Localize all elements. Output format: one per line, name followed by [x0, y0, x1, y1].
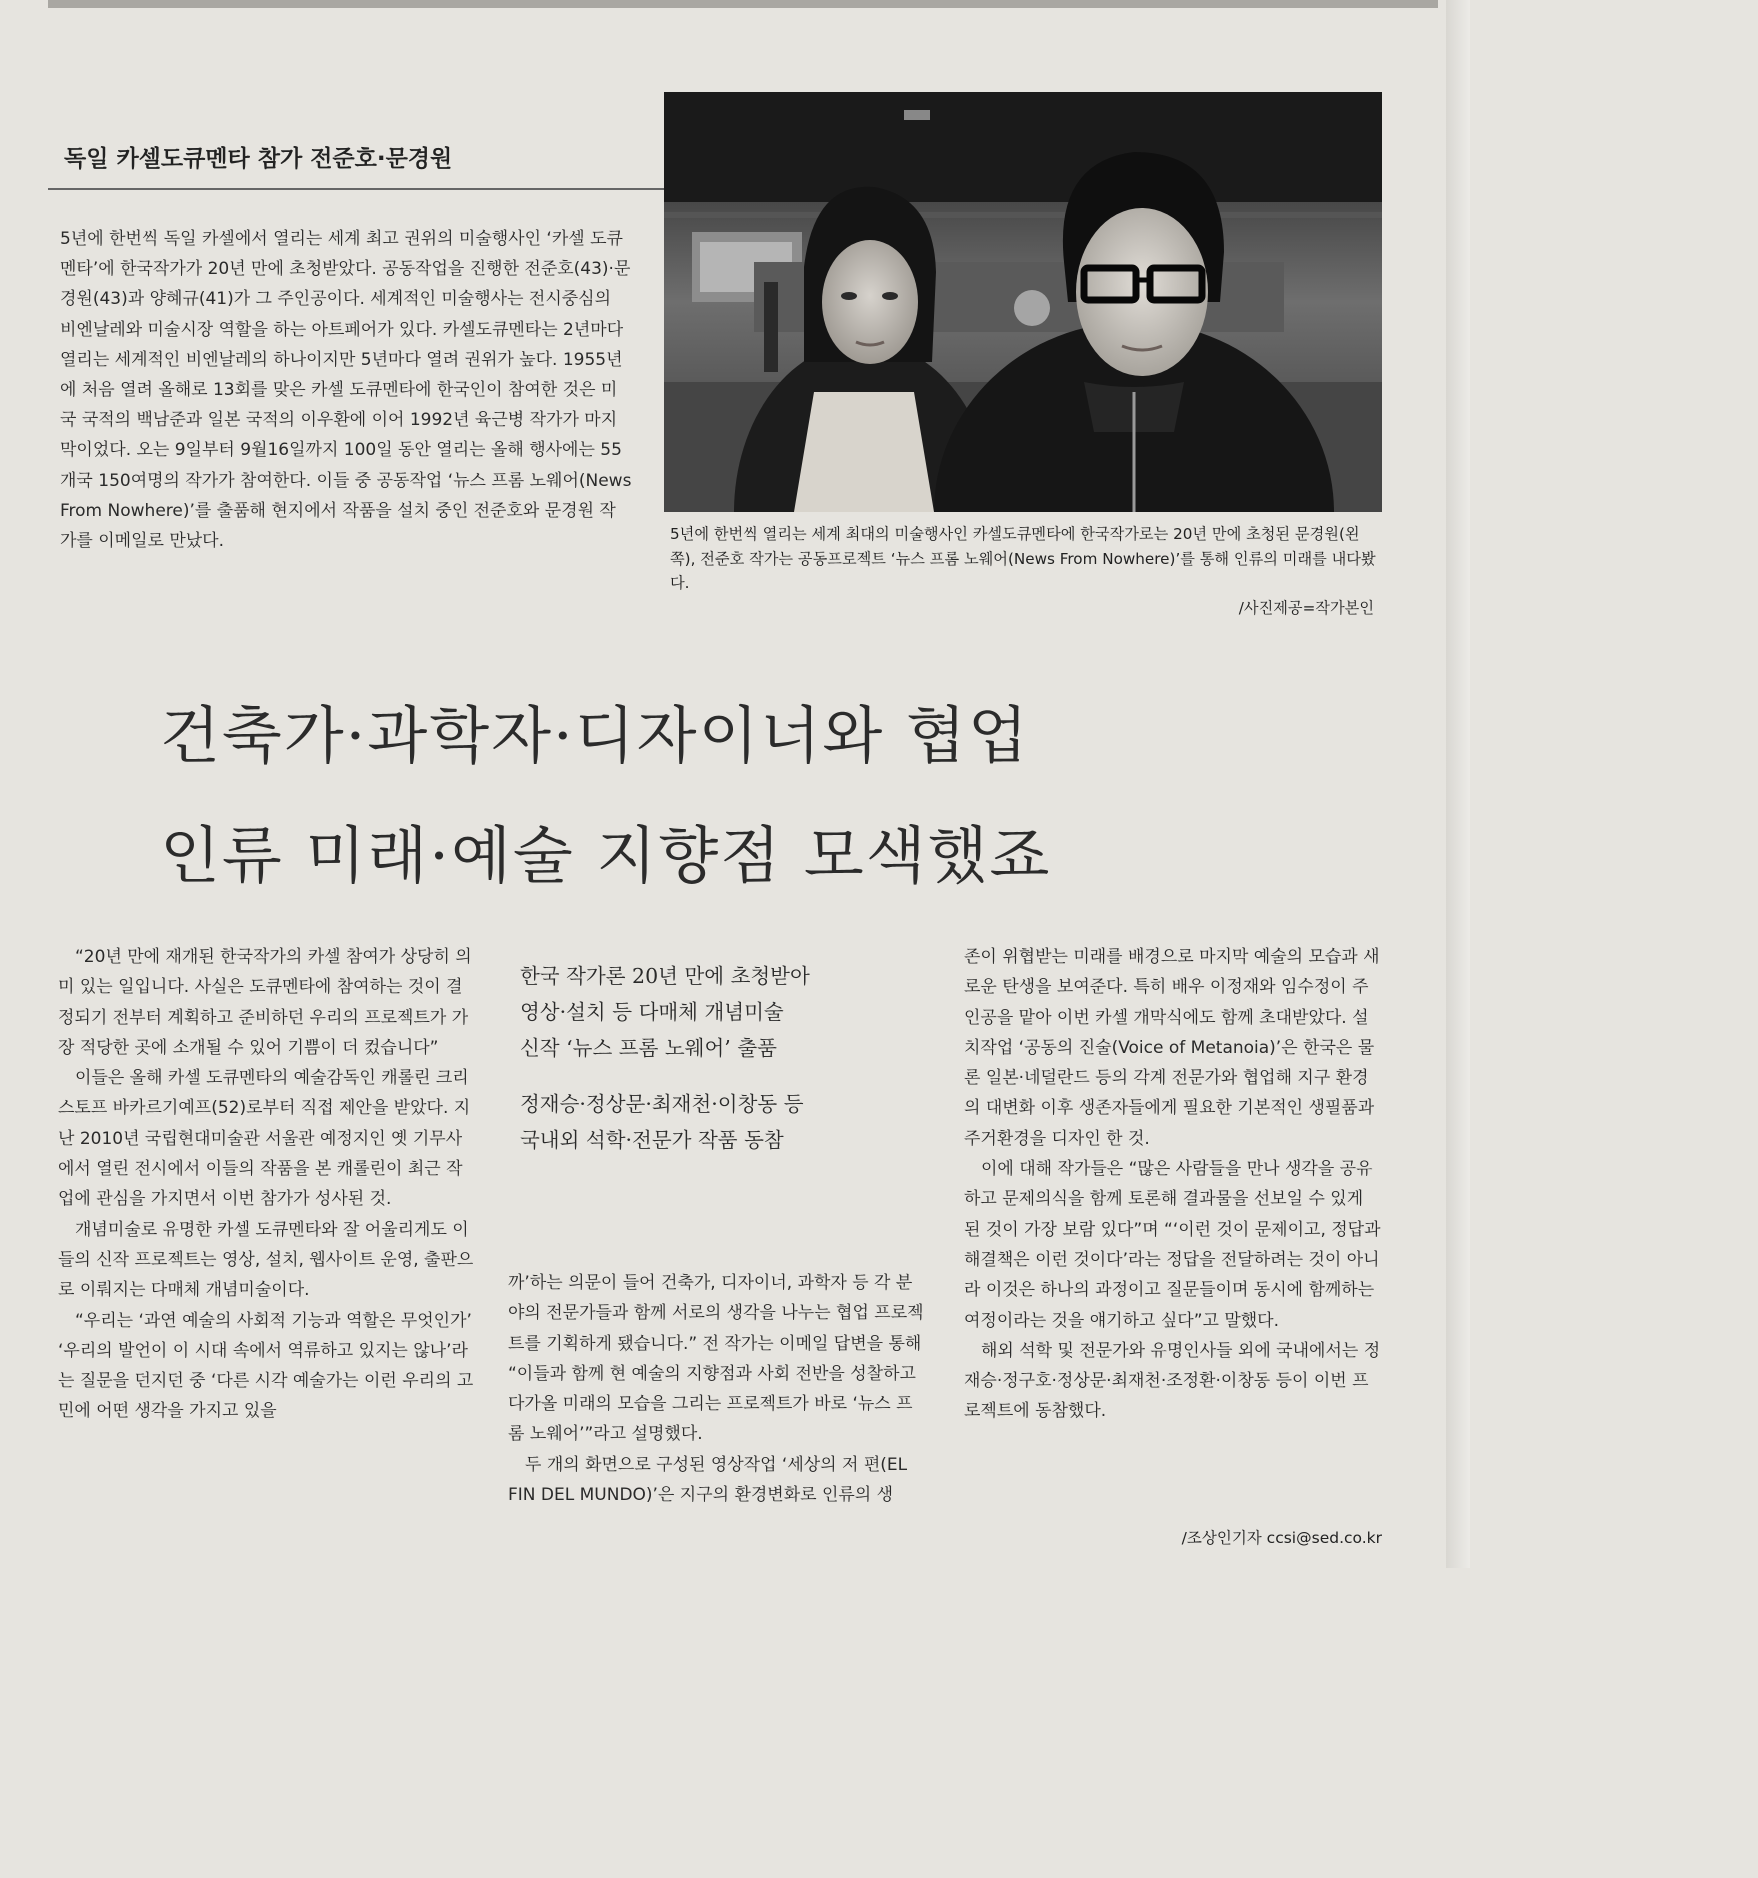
subheading: 정재승·정상문·최재천·이창동 등 [520, 1092, 804, 1116]
body-column-3 [964, 942, 1384, 1427]
subheading: 한국 작가론 20년 만에 초청받아 [520, 964, 810, 988]
photo-credit: /사진제공=작가본인 [1238, 598, 1374, 617]
body-paragraph: 두 개의 화면으로 구성된 영상작업 ‘세상의 저 편(EL FIN DEL MUNDO)’은 지구의 환경변화로 인류의 생 [508, 1454, 908, 1506]
page-edge-shadow [1446, 0, 1470, 1568]
subheading: 국내외 석학·전문가 작품 동참 [520, 1128, 784, 1152]
subheading: 영상·설치 등 다매체 개념미술 [520, 1000, 784, 1024]
body-paragraph: 해외 석학 및 전문가와 유명인사들 외에 국내에서는 정재승·정구호·정상문·최재천·조정환·이창동 등이 이번 프로젝트에 동참했다. [964, 1340, 1381, 1422]
page-top-band [48, 0, 1438, 8]
artists-photo [664, 92, 1382, 512]
body-column-1 [58, 942, 478, 1427]
photo-caption [670, 522, 1380, 620]
article-kicker: 독일 카셀도큐멘타 참가 전준호·문경원 [64, 146, 453, 172]
kicker-divider [48, 188, 664, 190]
intro-paragraph: 5년에 한번씩 독일 카셀에서 열리는 세계 최고 권위의 미술행사인 ‘카셀 도큐멘타’에 한국작가가 20년 만에 초청받았다. 공동작업을 진행한 전준호(43)·문경원(43)과 양혜규(41)가 그 주인공이다. 세계적인 미술행사는 전시중심의 비엔날레와 미술시장 역할을 하는 아트페어가 있다. 카셀도큐멘타는 2년마다 열리는 세계적인 비엔날레의 하나이지만 5년마다 열려 권위가 높다. 1955년에 처음 열려 올해로 13회를 맞은 카셀 도큐멘타에 한국인이 참여한 것은 미국 국적의 백남준과 일본 국적의 이우환에 이어 1992년 육근병 작가가 마지막이었다. 오는 9일부터 9월16일까지 100일 동안 열리는 올해 행사에는 55개국 150여명의 작가가 참여한다. 이들 중 공동작업 ‘뉴스 프롬 노웨어(News From Nowhere)’를 출품해 현지에서 작품을 설치 중인 전준호와 문경원 작가를 이메일로 만났다. [60, 229, 632, 552]
photo-illustration [664, 92, 1382, 512]
body-paragraph: “20년 만에 재개된 한국작가의 카셀 참여가 상당히 의미 있는 일입니다. 사실은 도큐멘타에 참여하는 것이 결정되기 전부터 계획하고 준비하던 우리의 프로젝트가 가장 적당한 곳에 소개될 수 있어 기쁨이 더 컸습니다” [58, 947, 472, 1058]
subheadings [520, 958, 940, 1158]
headline-line-1: 건축가·과학자·디자이너와 협업 [160, 699, 1030, 772]
body-paragraph: 존이 위협받는 미래를 배경으로 마지막 예술의 모습과 새로운 탄생을 보여준다. 특히 배우 이정재와 임수정이 주인공을 맡아 이번 카셀 개막식에도 함께 초대받았다. 설치작업 ‘공동의 진술(Voice of Metanoia)’은 한국은 물론 일본·네덜란드 등의 각계 전문가와 협업해 지구 환경의 대변화 이후 생존자들에게 필요한 기본적인 생필품과 주거환경을 디자인 한 것. [964, 947, 1380, 1149]
body-column-2 [508, 1268, 928, 1510]
body-paragraph: 이에 대해 작가들은 “많은 사람들을 만나 생각을 공유하고 문제의식을 함께 토론해 결과물을 선보일 수 있게 된 것이 가장 보람 있다”며 “‘이런 것이 문제이고, 정답과 해결책은 이런 것이다’라는 정답을 전달하려는 것이 아니라 이것은 하나의 과정이고 질문들이며 동시에 함께하는 여정이라는 것을 얘기하고 싶다”고 말했다. [964, 1159, 1381, 1331]
body-paragraph: 개념미술로 유명한 카셀 도큐멘타와 잘 어울리게도 이들의 신작 프로젝트는 영상, 설치, 웹사이트 운영, 출판으로 이뤄지는 다매체 개념미술이다. [58, 1219, 474, 1301]
subheading-spacer [520, 1066, 940, 1086]
reporter-byline: /조상인기자 ccsi@sed.co.kr [1181, 1529, 1382, 1547]
headline [160, 676, 1360, 916]
subheading: 신작 ‘뉴스 프롬 노웨어’ 출품 [520, 1036, 777, 1060]
caption-text: 5년에 한번씩 열리는 세계 최대의 미술행사인 카셀도큐멘타에 한국작가로는 20년 만에 초청된 문경원(왼쪽), 전준호 작가는 공동프로젝트 ‘뉴스 프롬 노웨어(News From Nowhere)’를 통해 인류의 미래를 내다봤다. [670, 525, 1376, 592]
headline-line-2: 인류 미래·예술 지향점 모색했죠 [160, 819, 1052, 892]
body-paragraph: “우리는 ‘과연 예술의 사회적 기능과 역할은 무엇인가’ ‘우리의 발언이 이 시대 속에서 역류하고 있지는 않나’라는 질문을 던지던 중 ‘다른 시각 예술가는 이런 우리의 고민에 어떤 생각을 가지고 있을 [58, 1310, 474, 1422]
body-paragraph: 까’하는 의문이 들어 건축가, 디자이너, 과학자 등 각 분야의 전문가들과 함께 서로의 생각을 나누는 협업 프로젝트를 기획하게 됐습니다.” 전 작가는 이메일 답변을 통해 “이들과 함께 현 예술의 지향점과 사회 전반을 성찰하고 다가올 미래의 모습을 그리는 프로젝트가 바로 ‘뉴스 프롬 노웨어’”라고 설명했다. [508, 1273, 924, 1445]
body-paragraph: 이들은 올해 카셀 도큐멘타의 예술감독인 캐롤린 크리스토프 바카르기예프(52)로부터 직접 제안을 받았다. 지난 2010년 국립현대미술관 서울관 예정지인 옛 기무사에서 열린 전시에서 이들의 작품을 본 캐롤린이 최근 작업에 관심을 가지면서 이번 참가가 성사된 것. [58, 1068, 471, 1210]
